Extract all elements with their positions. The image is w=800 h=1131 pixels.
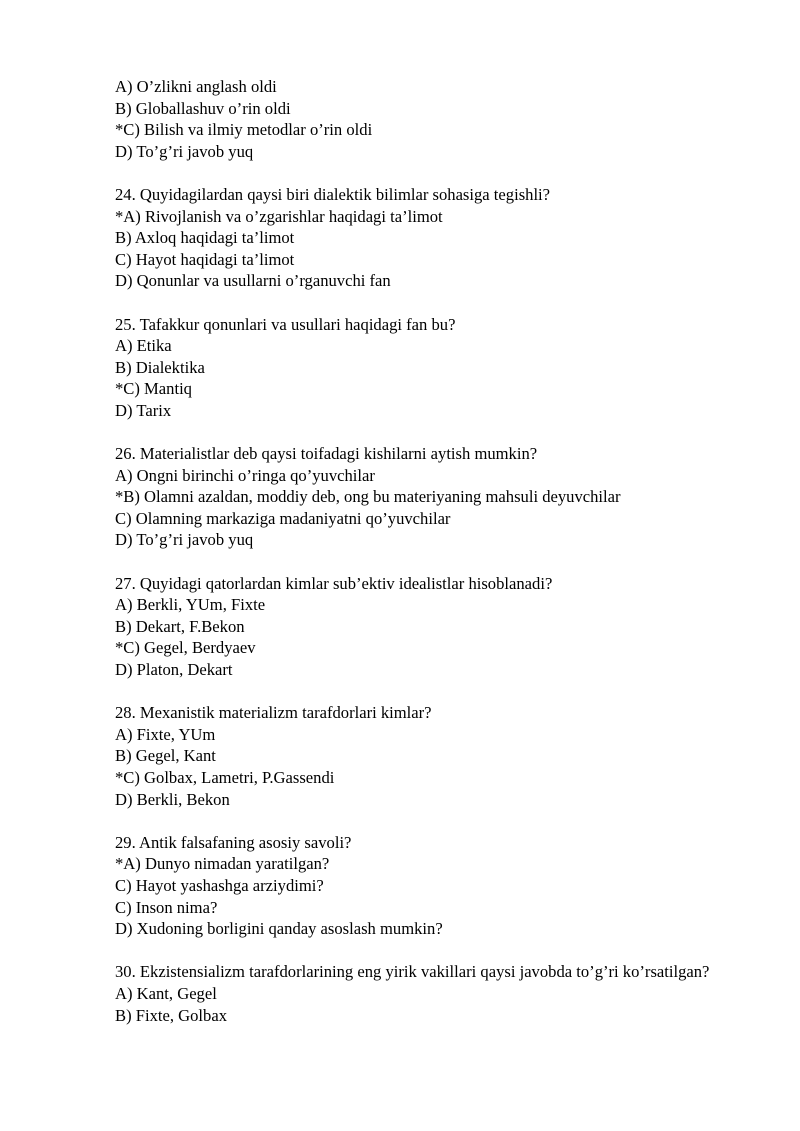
answer-option: A) Berkli, YUm, Fixte (115, 595, 266, 615)
question-text: 24. Quyidagilardan qaysi biri dialektik bilimlar sohasiga tegishli? (115, 184, 551, 204)
question-text: 26. Materialistlar deb qaysi toifadagi kishilarni aytish mumkin? (115, 444, 538, 464)
carry-over-options (115, 76, 743, 162)
answer-option: D) Xudoning borligini qanday asoslash mumkin? (115, 919, 443, 939)
answer-option: D) To’g’ri javob yuq (115, 530, 254, 550)
answer-option: C) Inson nima? (115, 897, 218, 917)
answer-option: C) Hayot haqidagi ta’limot (115, 249, 295, 269)
answer-option: C) Hayot yashashga arziydimi? (115, 875, 324, 895)
answer-option: *B) Olamni azaldan, moddiy deb, ong bu materiyaning mahsuli deyuvchilar (115, 487, 621, 507)
question-text: 25. Tafakkur qonunlari va usullari haqidagi fan bu? (115, 314, 456, 334)
answer-option: A) Ongni birinchi o’ringa qo’yuvchilar (115, 465, 375, 485)
question-text: 28. Mexanistik materializm tarafdorlari kimlar? (115, 703, 432, 723)
question-text: 30. Ekzistensializm tarafdorlarining eng yirik vakillari qaysi javobda to’g’ri ko’rsatilgan? (115, 962, 710, 982)
answer-option: D) Tarix (115, 400, 172, 420)
answer-option: *A) Rivojlanish va o’zgarishlar haqidagi ta’limot (115, 206, 443, 226)
answer-option: B) Axloq haqidagi ta’limot (115, 228, 295, 248)
question-29 (115, 832, 743, 940)
question-30 (115, 961, 743, 1026)
answer-option: C) Olamning markaziga madaniyatni qo’yuvchilar (115, 508, 451, 528)
question-text: 27. Quyidagi qatorlardan kimlar sub’ektiv idealistlar hisoblanadi? (115, 573, 553, 593)
answer-option: *C) Gegel, Berdyaev (115, 638, 256, 658)
answer-option: A) Fixte, YUm (115, 724, 216, 744)
answer-option: B) Gegel, Kant (115, 746, 216, 766)
answer-option: D) Platon, Dekart (115, 660, 233, 680)
answer-option: D) Qonunlar va usullarni o’rganuvchi fan (115, 271, 391, 291)
question-28 (115, 702, 743, 810)
answer-option: B) Fixte, Golbax (115, 1005, 227, 1025)
answer-option: *C) Bilish va ilmiy metodlar o’rin oldi (115, 120, 373, 140)
answer-option: *C) Golbax, Lametri, P.Gassendi (115, 768, 335, 787)
answer-option: A) Kant, Gegel (115, 983, 217, 1003)
answer-option: D) To’g’ri javob yuq (115, 141, 254, 161)
answer-option: B) Dialektika (115, 357, 205, 377)
question-24 (115, 184, 743, 292)
question-27 (115, 573, 743, 681)
answer-option: A) O’zlikni anglash oldi (115, 77, 277, 96)
answer-option: A) Etika (115, 336, 172, 356)
answer-option: *A) Dunyo nimadan yaratilgan? (115, 854, 330, 874)
answer-option: B) Dekart, F.Bekon (115, 616, 245, 636)
question-26 (115, 443, 743, 551)
answer-option: B) Globallashuv o’rin oldi (115, 98, 291, 118)
document-page (115, 76, 743, 1048)
question-25 (115, 314, 743, 422)
answer-option: *C) Mantiq (115, 379, 192, 399)
answer-option: D) Berkli, Bekon (115, 789, 230, 809)
question-text: 29. Antik falsafaning asosiy savoli? (115, 832, 352, 852)
